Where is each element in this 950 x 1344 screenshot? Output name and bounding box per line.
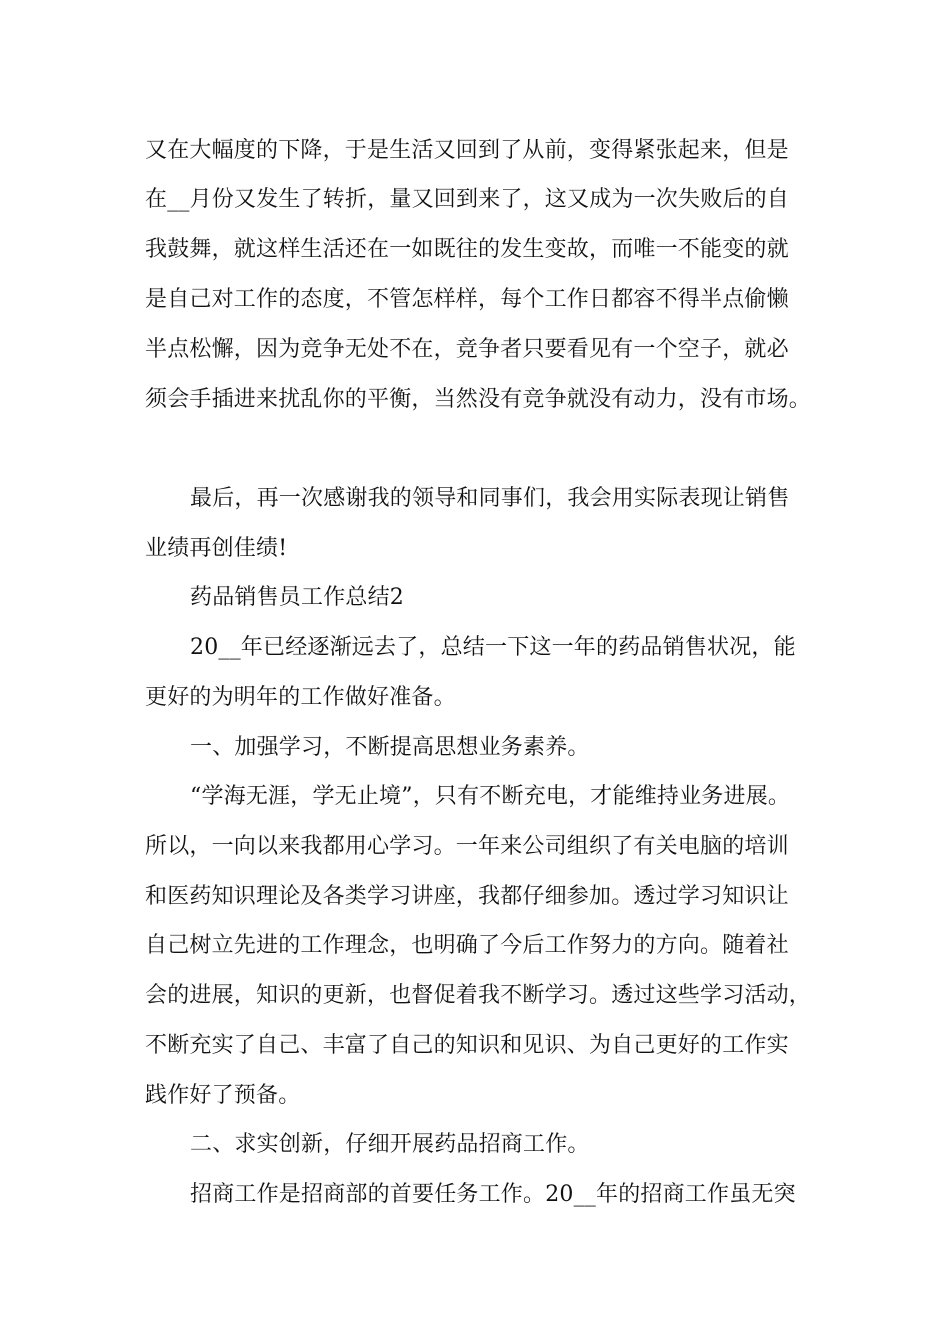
heading-two: 二、求实创新，仔细开展药品招商工作。 (190, 1132, 590, 1157)
text-line: 不断充实了自己、丰富了自己的知识和见识、为自己更好的工作实 (145, 1033, 789, 1058)
text-line: 所以，一向以来我都用心学习。一年来公司组织了有关电脑的培训 (145, 834, 789, 859)
text-line: 业绩再创佳绩! (145, 536, 288, 561)
text-line: 又在大幅度的下降，于是生活又回到了从前，变得紧张起来，但是 (145, 138, 789, 163)
paragraph-start: 招商工作是招商部的首要任务工作。20__年的招商工作虽无突 (190, 1182, 796, 1207)
text-line: 更好的为明年的工作做好准备。 (145, 685, 456, 710)
section-title: 药品销售员工作总结2 (190, 585, 404, 610)
text-line: 会的进展，知识的更新，也督促着我不断学习。透过这些学习活动， (145, 983, 812, 1008)
text-line: 自己树立先进的工作理念，也明确了今后工作努力的方向。随着社 (145, 933, 789, 958)
text-line: 我鼓舞，就这样生活还在一如既往的发生变故，而唯一不能变的就 (145, 237, 789, 262)
text-line: 半点松懈，因为竞争无处不在，竞争者只要看见有一个空子，就必 (145, 337, 789, 362)
text-line: 是自己对工作的态度，不管怎样样，每个工作日都容不得半点偷懒 (145, 287, 789, 312)
text-line: 和医药知识理论及各类学习讲座，我都仔细参加。透过学习知识让 (145, 884, 789, 909)
paragraph-start: 最后，再一次感谢我的领导和同事们，我会用实际表现让销售 (190, 486, 790, 511)
heading-one: 一、加强学习，不断提高思想业务素养。 (190, 735, 590, 760)
text-line: 须会手插进来扰乱你的平衡，当然没有竞争就没有动力，没有市场。 (145, 387, 812, 412)
text-line: 践作好了预备。 (145, 1083, 301, 1108)
text-line: 在__月份又发生了转折，量又回到来了，这又成为一次失败后的自 (145, 187, 790, 212)
paragraph-start: “学海无涯，学无止境”，只有不断充电，才能维持业务进展。 (190, 784, 791, 809)
paragraph-start: 20__年已经逐渐远去了，总结一下这一年的药品销售状况，能 (190, 635, 796, 660)
